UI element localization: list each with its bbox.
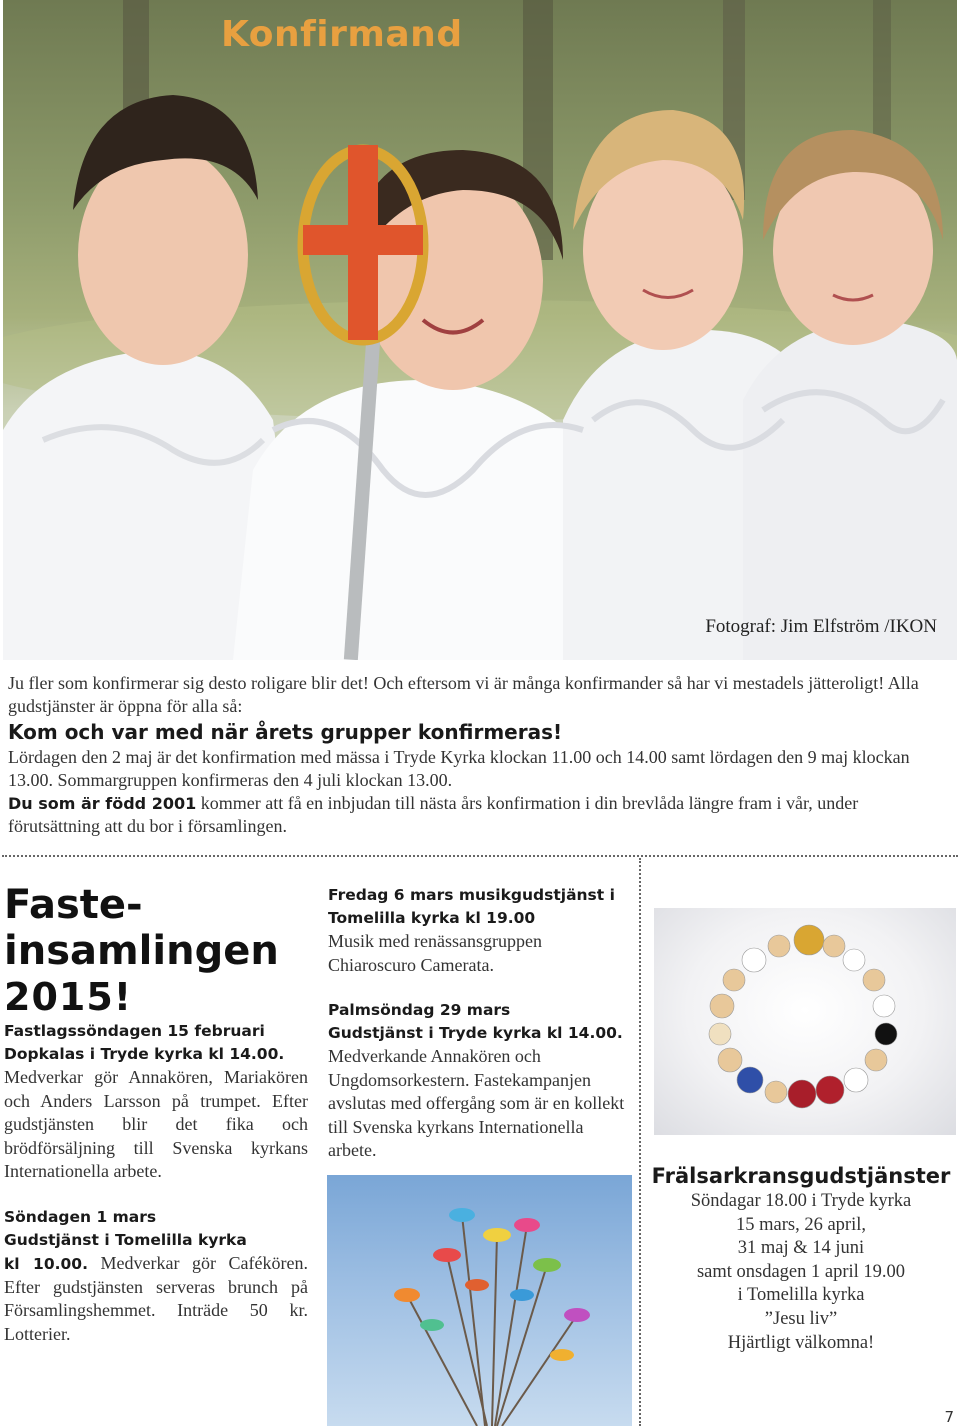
photo-credit: Fotograf: Jim Elfström /IKON (705, 616, 937, 637)
fralsarkrans-line: samt onsdagen 1 april 19.00 (696, 1261, 906, 1282)
hero-title: Konfirmand (221, 14, 463, 55)
confirmands-illustration (3, 0, 957, 660)
fasta-title-year: 2015! (4, 975, 133, 1019)
horizontal-divider (2, 855, 958, 857)
hero-photo (3, 0, 957, 660)
event4-title: Gudstjänst i Tryde kyrka kl 14.00. (328, 1024, 623, 1042)
fasta-title-line2: insamlingen (4, 928, 279, 974)
event3-place: Tomelilla kyrka kl 19.00 (328, 909, 536, 927)
bead-bracelet-photo (654, 908, 956, 1135)
fralsarkrans-line: 31 maj & 14 juni (737, 1238, 865, 1259)
event3-title: Fredag 6 mars musikgudstjänst i (328, 886, 615, 904)
fralsarkrans-line: i Tomelilla kyrka (737, 1285, 865, 1306)
event2-text: Medverkar gör Cafékören. Efter gudstjänsten serveras brunch på Församlingshemmet. Inträde 50 kr. Lotterier. (4, 1252, 308, 1344)
confirmation-dates: Lördagen den 2 maj är det konfirmation med mässa i Tryde Kyrka klockan 11.00 och 14.00 samt lördagen den 9 maj klockan 13.00. Sommargruppen konfirmeras den 4 juli klockan 13.00. (8, 747, 910, 790)
event2-time: kl 10.00. (4, 1254, 88, 1273)
fralsarkrans-line: ”Jesu liv” (764, 1308, 838, 1329)
invitation-paragraph (8, 792, 952, 838)
event1-body: Medverkar gör Annakören, Mariakören och Anders Larsson på trumpet. Efter gudstjänsten blir det fika och brödförsäljning till Svenska kyrkans Internationella arbete. (4, 1067, 308, 1181)
fasta-title-line1: Faste- (4, 882, 143, 928)
event1-title: Dopkalas i Tryde kyrka kl 14.00. (4, 1045, 285, 1063)
spacer (4, 1184, 308, 1206)
spacer (328, 977, 630, 999)
fralsarkrans-line: Söndagar 18.00 i Tryde kyrka (690, 1191, 912, 1211)
fasteinsamlingen-column (4, 882, 308, 1346)
fralsarkrans-line: 15 mars, 26 april, (736, 1214, 866, 1235)
feather-twigs-illustration (327, 1175, 632, 1426)
event2-date: Söndagen 1 mars (4, 1207, 157, 1226)
event4-date: Palmsöndag 29 mars (328, 1001, 511, 1019)
event4-body: Medverkande Annakören och Ungdomsorkestern. Fastekampanjen avslutas med offergång som är en kollekt till Svenska kyrkans Internationella arbete. (328, 1046, 625, 1160)
event2-body (4, 1252, 308, 1347)
vertical-divider (639, 858, 641, 1426)
fralsarkrans-title: Frälsarkransgudstjänster (651, 1164, 951, 1188)
invitation-lead: Du som är född 2001 (8, 794, 197, 813)
page-number: 7 (944, 1408, 954, 1426)
easter-twigs-photo (327, 1175, 632, 1426)
fralsarkrans-line: Hjärtligt välkomna! (727, 1332, 875, 1353)
intro-paragraph: Ju fler som konfirmerar sig desto roligare blir det! Och eftersom vi är många konfirmander så har vi mestadels jätteroligt! Alla gudstjänster är öppna för alla så: (8, 673, 919, 716)
fralsarkrans-section (642, 1162, 960, 1355)
intro-section (8, 672, 952, 838)
event1-date: Fastlagssöndagen 15 februari (4, 1022, 265, 1040)
frälsarkrans-illustration (654, 908, 956, 1135)
intro-headline: Kom och var med när årets grupper konfirmeras! (8, 720, 563, 744)
invitation-text: kommer att få en inbjudan till nästa års konfirmation i din brevlåda längre fram i vår, under förutsättning att du bor i församlingen. (8, 793, 859, 836)
middle-column (328, 884, 630, 1163)
event2-title: Gudstjänst i Tomelilla kyrka (4, 1230, 247, 1249)
event3-body: Musik med renässansgruppen Chiaroscuro Camerata. (328, 931, 542, 975)
